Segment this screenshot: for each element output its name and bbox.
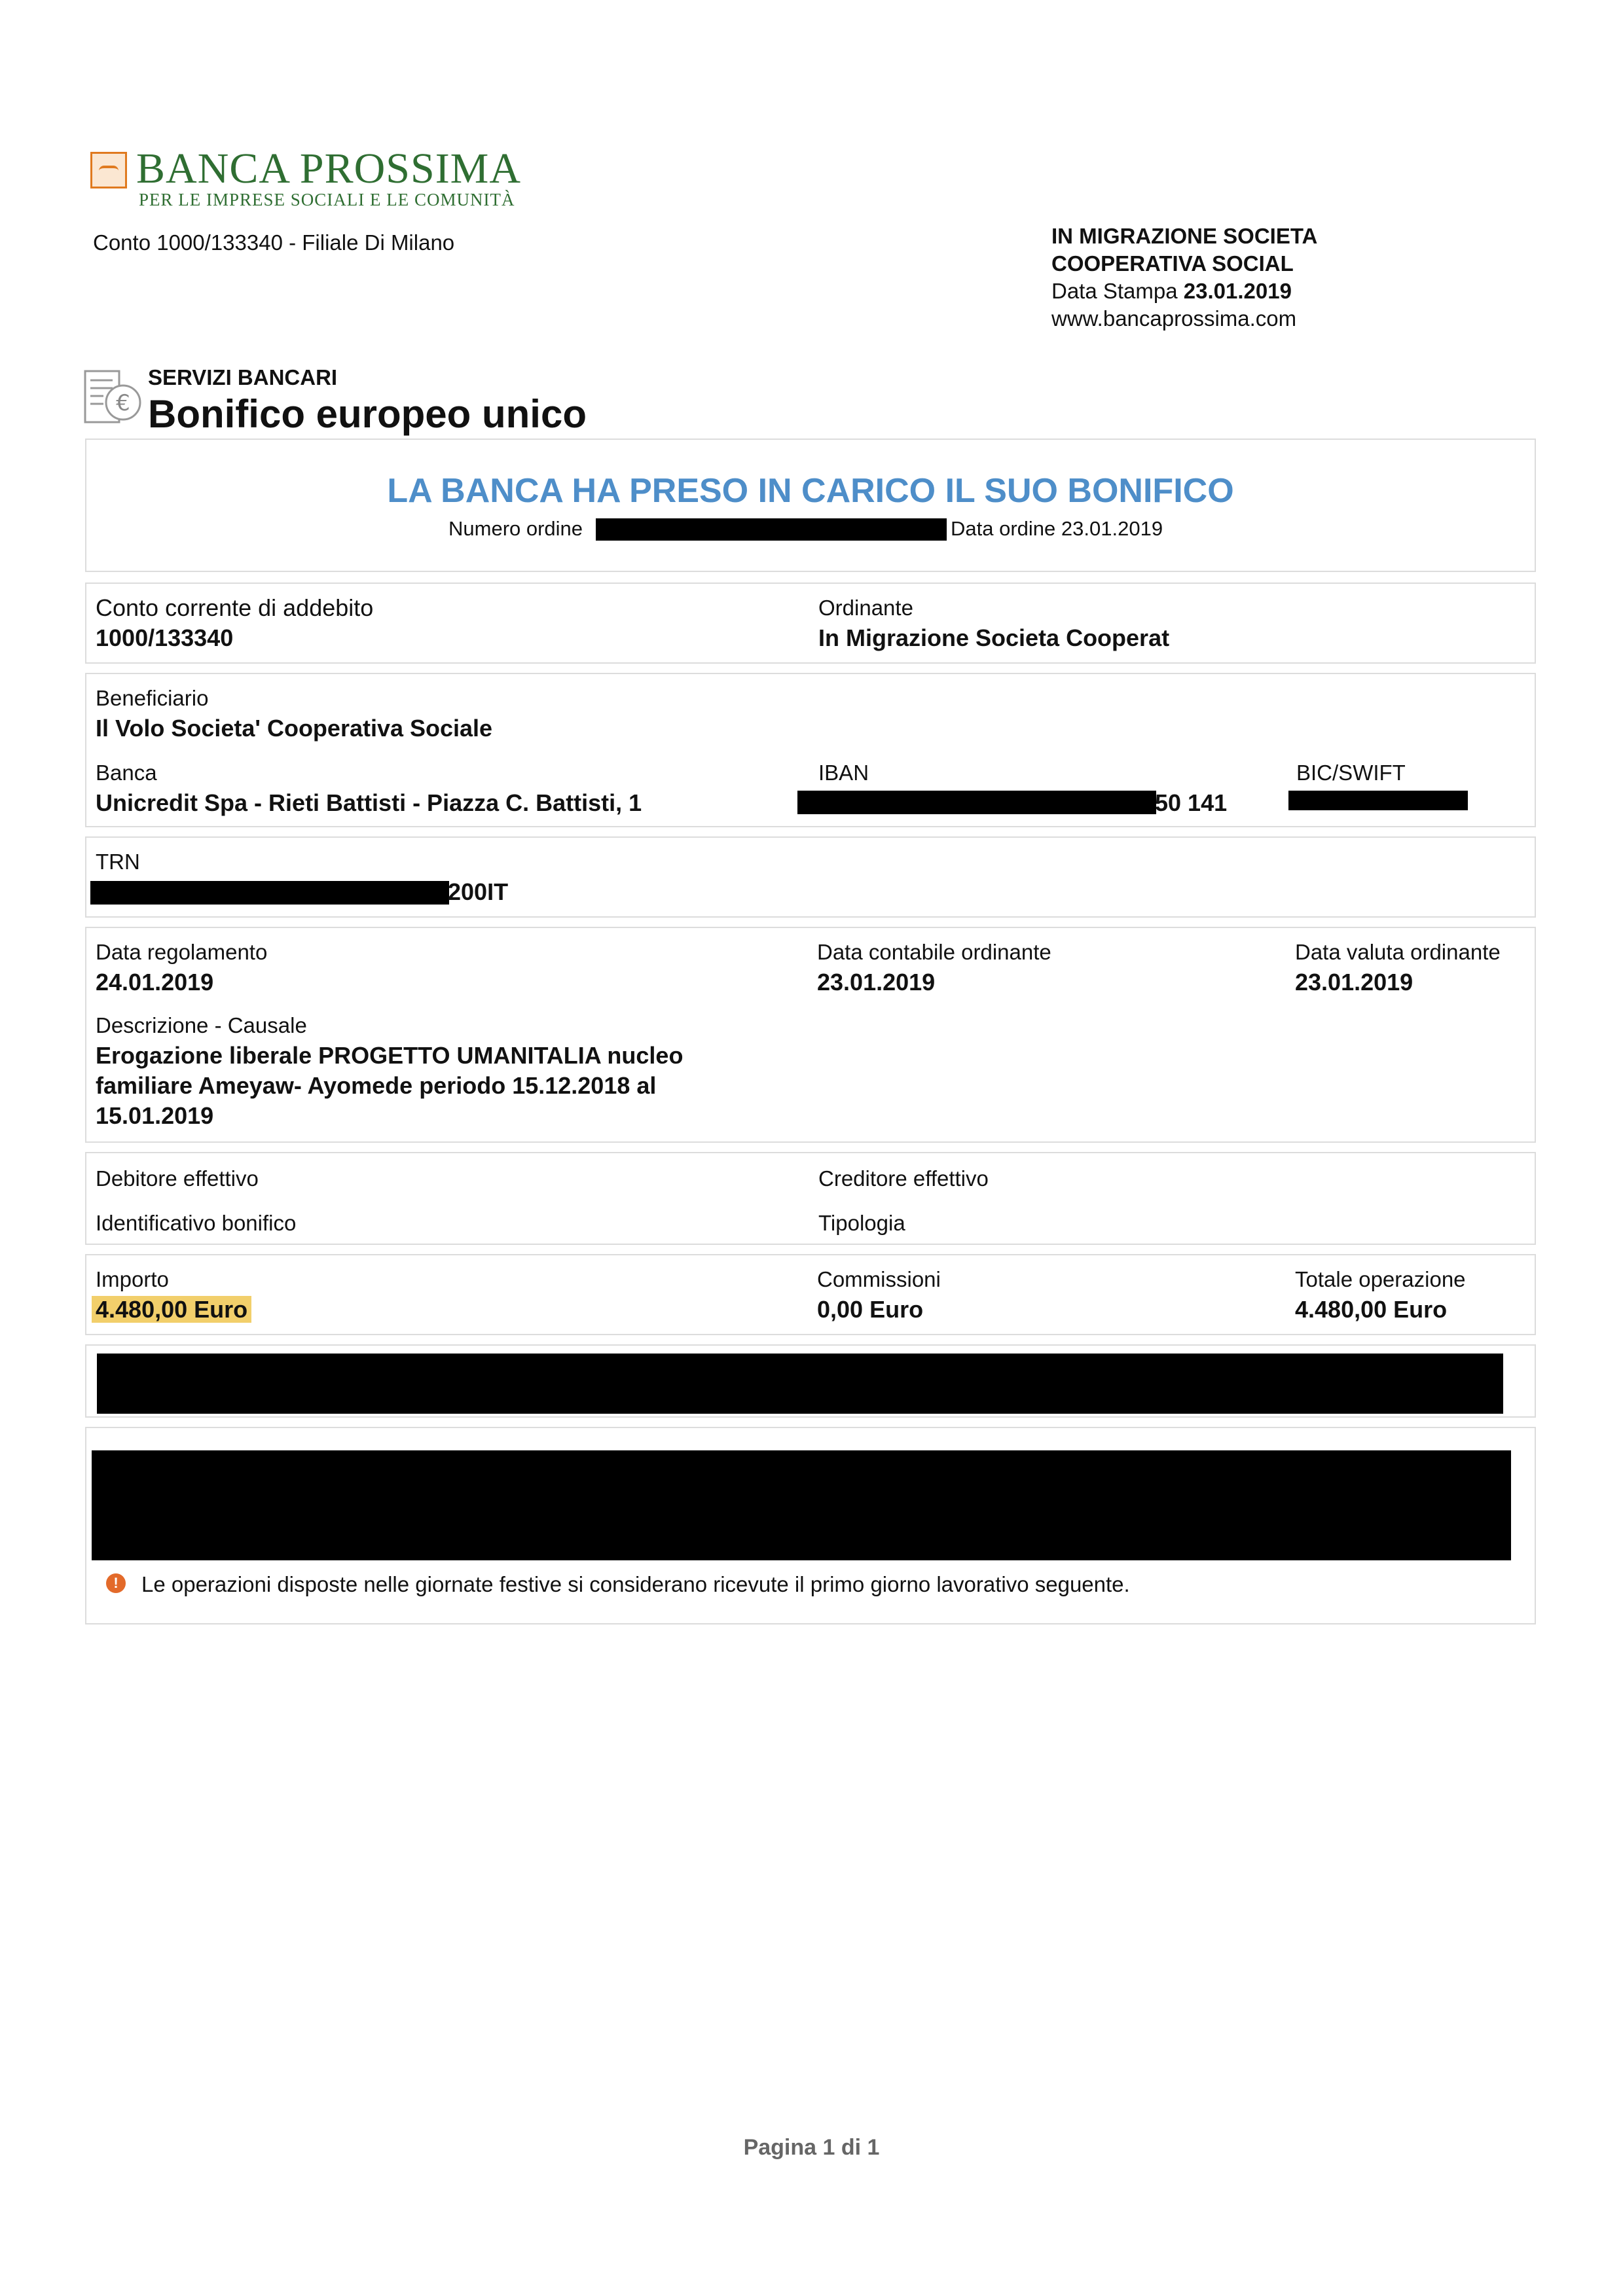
logo-mark-icon: [90, 152, 127, 188]
settlement-date-label: Data regolamento: [96, 940, 268, 964]
order-date-label: Data ordine: [951, 517, 1056, 540]
orderer-value: In Migrazione Societa Cooperat: [818, 624, 1170, 651]
iban-label: IBAN: [818, 761, 869, 785]
page-number: Pagina 1 di 1: [743, 2135, 880, 2160]
bank-value: Unicredit Spa - Rieti Battisti - Piazza C. Battisti, 1: [96, 789, 642, 816]
client-header: [1051, 223, 1317, 332]
total-label: Totale operazione: [1295, 1267, 1466, 1291]
warning-icon: !: [106, 1573, 126, 1593]
svg-text:€: €: [116, 390, 130, 416]
parties-section: [85, 1152, 1536, 1245]
banner-title: LA BANCA HA PRESO IN CARICO IL SUO BONIFICO: [387, 472, 1234, 510]
logo-tagline: PER LE IMPRESE SOCIALI E LE COMUNITÀ: [139, 190, 515, 209]
trn-section: [85, 836, 1536, 918]
bic-redacted: [1288, 791, 1468, 810]
website: www.bancaprossima.com: [1051, 306, 1297, 331]
beneficiary-label: Beneficiario: [96, 686, 209, 710]
description-label: Descrizione - Causale: [96, 1013, 307, 1037]
dates-section: [85, 927, 1536, 1143]
trn-label: TRN: [96, 850, 140, 874]
confirmation-banner: [85, 439, 1536, 572]
redacted-notes: [92, 1450, 1511, 1560]
page-title: Bonifico europeo unico: [148, 392, 587, 436]
logo-name: BANCA PROSSIMA: [136, 145, 522, 192]
order-date: [951, 517, 1163, 541]
fees-value: 0,00 Euro: [817, 1296, 924, 1323]
client-name-line1: IN MIGRAZIONE SOCIETA: [1051, 224, 1318, 248]
amount-value-text: 4.480,00 Euro: [92, 1296, 251, 1323]
beneficiary-section: [85, 673, 1536, 827]
amount-value: [92, 1296, 251, 1323]
transfer-id-label: Identificativo bonifico: [96, 1211, 297, 1235]
trn-redacted: [90, 881, 449, 905]
order-number-label: Numero ordine: [448, 517, 583, 540]
service-category: SERVIZI BANCARI: [148, 365, 338, 389]
amounts-section: [85, 1254, 1536, 1335]
accounting-date-value: 23.01.2019: [817, 969, 936, 996]
print-date-value: 23.01.2019: [1183, 279, 1292, 303]
redacted-block: [97, 1354, 1503, 1414]
redacted-section: [85, 1344, 1536, 1418]
amount-label: Importo: [96, 1267, 169, 1291]
notice-section: [85, 1427, 1536, 1624]
description-line2: familiare Ameyaw- Ayomede periodo 15.12.2018 al: [96, 1072, 657, 1099]
orderer-label: Ordinante: [818, 596, 913, 620]
debit-section: [85, 583, 1536, 664]
client-name-line2: COOPERATIVA SOCIAL: [1051, 251, 1294, 276]
value-date-value: 23.01.2019: [1295, 969, 1413, 996]
total-value: 4.480,00 Euro: [1295, 1296, 1448, 1323]
order-date-value: 23.01.2019: [1061, 517, 1163, 540]
type-label: Tipologia: [818, 1211, 905, 1235]
account-branch: Conto 1000/133340 - Filiale Di Milano: [93, 230, 455, 255]
fees-label: Commissioni: [817, 1267, 941, 1291]
settlement-date-value: 24.01.2019: [96, 969, 214, 996]
debit-account-value: 1000/133340: [96, 624, 234, 651]
beneficiary-value: Il Volo Societa' Cooperativa Sociale: [96, 715, 493, 742]
iban-visible-suffix: 50 141: [1155, 789, 1228, 816]
order-number-redacted: [596, 518, 947, 541]
print-date: [1051, 278, 1317, 305]
description-line1: Erogazione liberale PROGETTO UMANITALIA nucleo: [96, 1042, 684, 1069]
creditor-label: Creditore effettivo: [818, 1166, 989, 1191]
debtor-label: Debitore effettivo: [96, 1166, 259, 1191]
bank-label: Banca: [96, 761, 157, 785]
bic-label: BIC/SWIFT: [1296, 761, 1406, 785]
iban-redacted: [797, 791, 1156, 814]
value-date-label: Data valuta ordinante: [1295, 940, 1501, 964]
euro-document-icon: [84, 370, 143, 425]
description-line3: 15.01.2019: [96, 1102, 214, 1129]
trn-visible-suffix: 200IT: [448, 878, 509, 905]
notice-text: Le operazioni disposte nelle giornate festive si considerano ricevute il primo giorno lavorativo seguente.: [141, 1572, 1130, 1596]
bank-logo: [85, 144, 522, 216]
accounting-date-label: Data contabile ordinante: [817, 940, 1051, 964]
debit-account-label: Conto corrente di addebito: [96, 594, 374, 621]
print-date-label: Data Stampa: [1051, 279, 1178, 303]
